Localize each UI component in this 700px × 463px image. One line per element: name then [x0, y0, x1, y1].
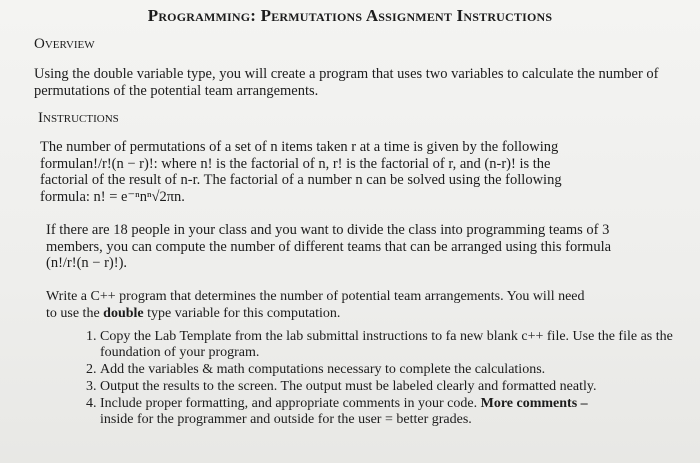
instructions-heading: Instructions	[38, 110, 119, 126]
formula-line-3: factorial of the result of n-r. The factorial of a number n can be solved using the following	[40, 172, 562, 188]
task-paragraph	[46, 289, 686, 322]
example-line-1: If there are 18 people in your class and you want to divide the class into programming teams of 3	[46, 222, 610, 238]
formula-line-1: The number of permutations of a set of n items taken r at a time is given by the following	[40, 139, 559, 155]
task-line-2-pre: to use the	[46, 305, 104, 321]
step-4-tail: inside for the programmer and outside for the user = better grades.	[100, 412, 472, 427]
step-item-2: 2. Add the variables & math computations necessary to complete the calculations.	[100, 362, 700, 378]
formula-line-4: formula: n! = e⁻ⁿnⁿ√2πn.	[40, 188, 185, 205]
double-keyword: double	[103, 305, 144, 321]
step-4-bold: More comments –	[480, 396, 588, 411]
class-example-paragraph	[46, 222, 686, 272]
formula-line-2: formulan!/r!(n − r)!: where n! is the factorial of n, r! is the factorial of r, and (n-r)! is the	[40, 155, 551, 172]
step-4-text: Include proper formatting, and appropriate comments in your code.	[100, 396, 481, 411]
step-item-1: 1. Copy the Lab Template from the lab submittal instructions to fa new blank c++ file. Use the file as the foundation of your program.	[100, 329, 700, 361]
task-line-2-post: type variable for this computation.	[143, 305, 341, 321]
formula-paragraph	[40, 139, 680, 205]
task-line-2	[46, 306, 686, 323]
steps-list	[76, 329, 700, 429]
task-line-1: Write a C++ program that determines the number of potential team arrangements. You will need	[46, 289, 585, 304]
step-item-4	[100, 396, 700, 428]
overview-paragraph: Using the double variable type, you will create a program that uses two variables to calculate the number of permutations of the potential team arrangements.	[34, 66, 659, 99]
page-title: Programming: Permutations Assignment Instructions	[147, 6, 553, 25]
example-line-3: (n!/r!(n − r)!).	[46, 255, 128, 271]
overview-heading: Overview	[34, 36, 95, 52]
example-line-2: members, you can compute the number of different teams that can be arranged using this formula	[46, 238, 612, 255]
step-item-3: 3. Output the results to the screen. The output must be labeled clearly and formatted neatly.	[100, 379, 700, 395]
